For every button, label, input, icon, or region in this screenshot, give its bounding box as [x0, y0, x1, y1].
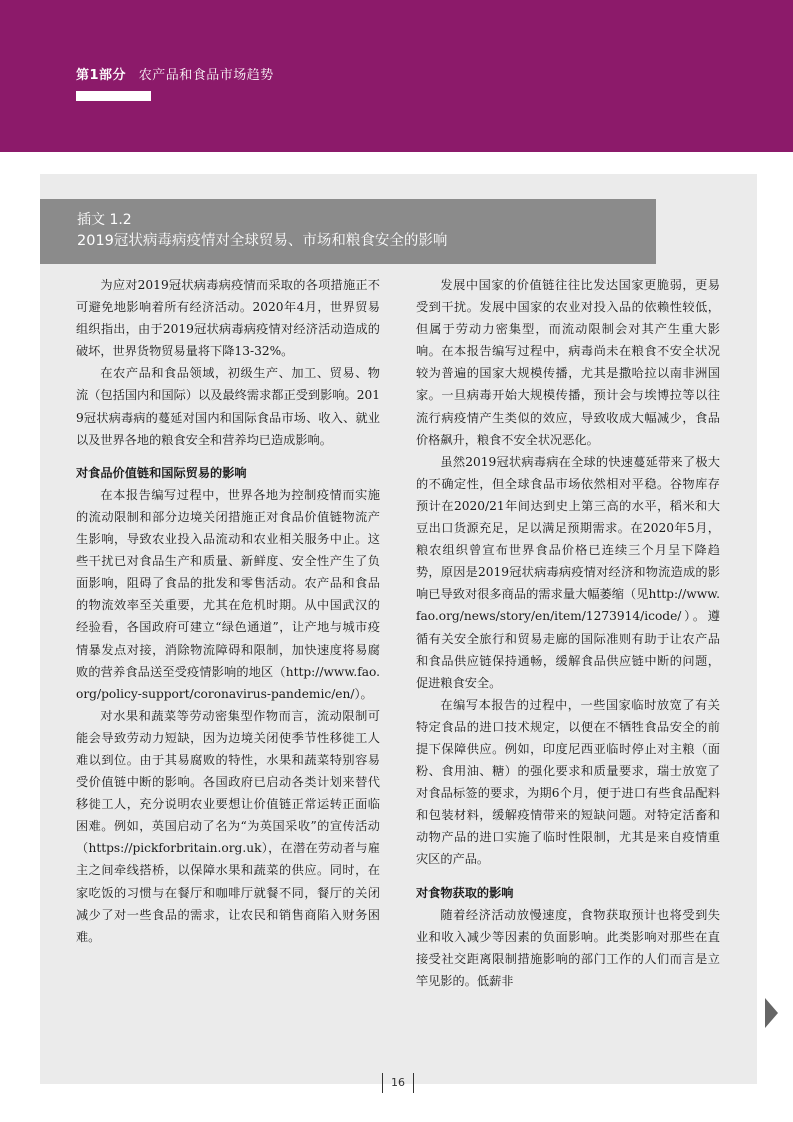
section-header — [76, 64, 274, 83]
paragraph: 发展中国家的价值链往往比发达国家更脆弱，更易受到干扰。发展中国家的农业对投入品的依赖性较低，但属于劳动力密集型，而流动限制会对其产生重大影响。在本报告编写过程中，病毒尚未在粮食不安全状况较为普遍的国家大规模传播，尤其是撒哈拉以南非洲国家。一旦病毒开始大规模传播，预计会与埃博拉等以往流行病疫情产生类似的效应，导致收成大幅减少，食品价格飙升，粮食不安全状况恶化。 — [416, 278, 720, 447]
left-column — [76, 274, 380, 948]
section-heading: 对食品价值链和国际贸易的影响 — [76, 465, 247, 480]
right-column — [416, 274, 720, 992]
box-title-banner — [40, 199, 656, 264]
box-title: 2019冠状病毒病疫情对全球贸易、市场和粮食安全的影响 — [77, 233, 448, 249]
paragraph: 随着经济活动放慢速度，食物获取预计也将受到失业和收入减少等因素的负面影响。此类影响对那些在直接受社交距离限制措施影响的部门工作的人们而言是立竿见影的。低薪非 — [416, 907, 720, 988]
part-label: 第1部分 — [76, 68, 127, 83]
box-label: 插文 1.2 — [77, 212, 132, 228]
page-number: 16 — [382, 1073, 414, 1093]
next-page-arrow-icon[interactable] — [765, 998, 778, 1028]
paragraph: 对水果和蔬菜等劳动密集型作物而言，流动限制可能会导致劳动力短缺，因为边境关闭使季节性移徙工人难以到位。由于其易腐败的特性，水果和蔬菜特别容易受价值链中断的影响。各国政府已启动各类计划来替代移徙工人，充分说明农业要想让价值链正常运转正面临困难。例如，英国启动了名为“为英国采收”的宣传活动（https://pickforbritain.org.uk），在潜在劳动者与雇主之间牵线搭桥，以保障水果和蔬菜的供应。同时，在家吃饭的习惯与在餐厅和咖啡厅就餐不同，餐厅的关闭减少了对一些食品的需求，让农民和销售商陷入财务困难。 — [76, 708, 380, 944]
part-title: 农产品和食品市场趋势 — [138, 68, 274, 83]
paragraph: 为应对2019冠状病毒病疫情而采取的各项措施正不可避免地影响着所有经济活动。2020年4月，世界贸易组织指出，由于2019冠状病毒病疫情对经济活动造成的破坏，世界货物贸易量将下降13-32%。 — [76, 278, 380, 359]
section-heading: 对食物获取的影响 — [416, 885, 514, 900]
paragraph: 在编写本报告的过程中，一些国家临时放宽了有关特定食品的进口技术规定，以便在不牺牲食品安全的前提下保障供应。例如，印度尼西亚临时停止对主粮（面粉、食用油、糖）的强化要求和质量要求，瑞士放宽了对食品标签的要求，为期6个月，便于进口有些食品配料和包装材料，缓解疫情带来的短缺问题。对特定活畜和动物产品的进口实施了临时性限制，尤其是来自疫情重灾区的产品。 — [416, 697, 720, 867]
header-accent-bar — [76, 91, 151, 101]
paragraph: 虽然2019冠状病毒病在全球的快速蔓延带来了极大的不确定性，但全球食品市场依然相对平稳。谷物库存预计在2020/21年间达到史上第三高的水平，稻米和大豆出口货源充足，足以满足预期需求。在2020年5月，粮农组织曾宣布世界食品价格已连续三个月呈下降趋势，原因是2019冠状病毒病疫情对经济和物流造成的影响已导致对很多商品的需求量大幅萎缩（见http://www.fao.org/news/story/en/item/1273914/icode/）。遵循有关安全旅行和贸易走廊的国际准则有助于让农产品和食品供应链保持通畅，缓解食品供应链中断的问题，促进粮食安全。 — [416, 454, 720, 690]
paragraph: 在农产品和食品领域，初级生产、加工、贸易、物流（包括国内和国际）以及最终需求都正受到影响。2019冠状病毒病的蔓延对国内和国际食品市场、收入、就业以及世界各地的粮食安全和营养均已造成影响。 — [76, 366, 380, 447]
paragraph: 在本报告编写过程中，世界各地为控制疫情而实施的流动限制和部分边境关闭措施正对食品价值链物流产生影响，导致农业投入品流动和农业相关服务中止。这些干扰已对食品生产和质量、新鲜度、安全性产生了负面影响，阻碍了食品的批发和零售活动。农产品和食品的物流效率至关重要，尤其在危机时期。从中国武汉的经验看，各国政府可建立“绿色通道”，让产地与城市疫情暴发点对接，消除物流障碍和限制，加快速度将易腐败的营养食品送至受疫情影响的地区（http://www.fao.org/policy-support/coronavirus-pandemic/en/）。 — [76, 487, 380, 701]
